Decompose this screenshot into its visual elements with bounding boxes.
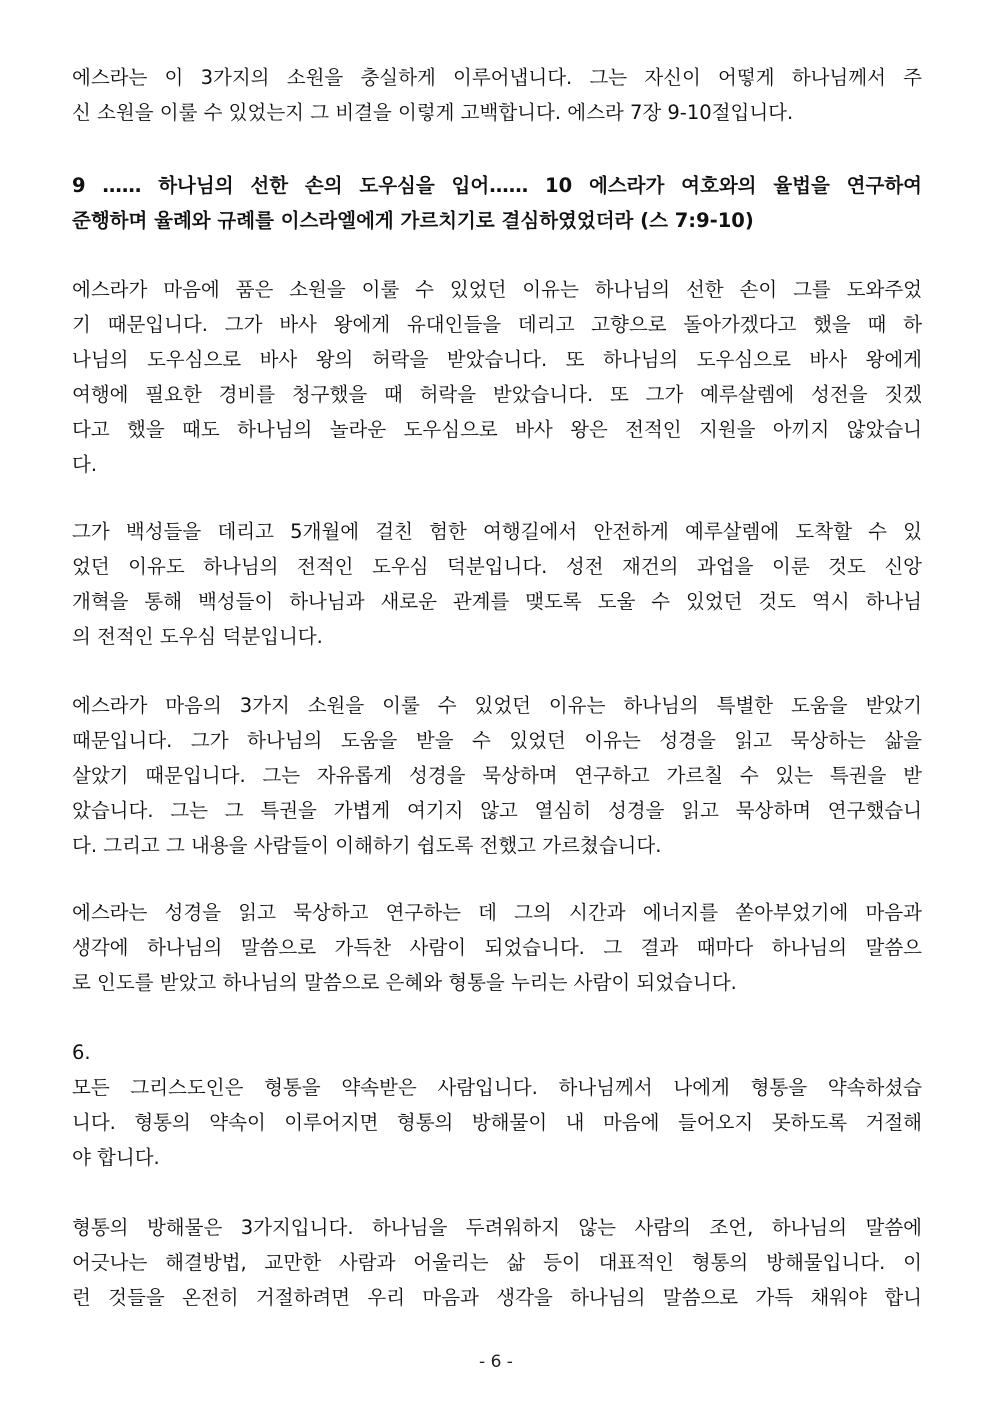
text-line: 생각에 하나님의 말씀으로 가득찬 사람이 되었습니다. 그 결과 때마다 하나님의 말씀으	[72, 936, 922, 959]
text-line: 로 인도를 받았고 하나님의 말씀으로 은혜와 형통을 누리는 사람이 되었습니다.	[72, 971, 737, 994]
text-line: 다고 했을 때도 하나님의 놀라운 도우심으로 바사 왕은 전적인 지원을 아끼지 않았습니	[72, 418, 922, 441]
section-number: 6.	[72, 1041, 91, 1064]
text-line: 기 때문입니다. 그가 바사 왕에게 유대인들을 데리고 고향으로 돌아가겠다고 했을 때 하	[72, 313, 922, 336]
text-line: 니다. 형통의 약속이 이루어지면 형통의 방해물이 내 마음에 들어오지 못하도록 거절해	[72, 1111, 922, 1134]
text-line: 에스라는 이 3가지의 소원을 충실하게 이루어냅니다. 그는 자신이 어떻게 하나님께서 주	[72, 66, 922, 89]
paragraph	[72, 895, 922, 1000]
text-line: 그가 백성들을 데리고 5개월에 걸친 험한 여행길에서 안전하게 예루살렘에 도착할 수 있	[72, 520, 922, 543]
page-number: - 6 -	[479, 1352, 513, 1372]
text-line: 어긋나는 해결방법, 교만한 사람과 어울리는 삶 등이 대표적인 형통의 방해물입니다. 이	[72, 1251, 922, 1274]
paragraph	[72, 1035, 922, 1175]
text-line: 살았기 때문입니다. 그는 자유롭게 성경을 묵상하며 연구하고 가르칠 수 있는 특권을 받	[72, 764, 922, 787]
text-line: 9 …… 하나님의 선한 손의 도우심을 입어…… 10 에스라가 여호와의 율법을 연구하여	[72, 174, 922, 197]
paragraph	[72, 1210, 922, 1315]
text-line: 에스라가 마음에 품은 소원을 이룰 수 있었던 이유는 하나님의 선한 손이 그를 도와주었	[72, 278, 922, 301]
text-line: 에스라는 성경을 읽고 묵상하고 연구하는 데 그의 시간과 에너지를 쏟아부었기에 마음과	[72, 901, 922, 924]
paragraph	[72, 272, 922, 482]
text-line: 신 소원을 이룰 수 있었는지 그 비결을 이렇게 고백합니다. 에스라 7장 9-10절입니다.	[72, 101, 794, 124]
text-line: 았습니다. 그는 그 특권을 가볍게 여기지 않고 열심히 성경을 읽고 묵상하며 연구했습니	[72, 799, 922, 822]
paragraph	[72, 514, 922, 654]
text-line: 개혁을 통해 백성들이 하나님과 새로운 관계를 맺도록 도울 수 있었던 것도 역시 하나님	[72, 590, 922, 613]
paragraph	[72, 688, 922, 863]
text-line: 때문입니다. 그가 하나님의 도움을 받을 수 있었던 이유는 성경을 읽고 묵상하는 삶을	[72, 729, 922, 752]
text-line: 에스라가 마음의 3가지 소원을 이룰 수 있었던 이유는 하나님의 특별한 도움을 받았기	[72, 694, 922, 717]
text-line: 다.	[72, 453, 98, 476]
text-line: 다. 그리고 그 내용을 사람들이 이해하기 쉽도록 전했고 가르쳤습니다.	[72, 834, 662, 857]
scripture-quote	[72, 168, 922, 238]
text-line: 야 합니다.	[72, 1146, 160, 1169]
text-line: 나님의 도우심으로 바사 왕의 허락을 받았습니다. 또 하나님의 도우심으로 바사 왕에게	[72, 348, 922, 371]
text-line: 런 것들을 온전히 거절하려면 우리 마음과 생각을 하나님의 말씀으로 가득 채워야 합니	[72, 1286, 922, 1309]
text-line: 준행하며 율례와 규례를 이스라엘에게 가르치기로 결심하였었더라 (스 7:9-10)	[72, 209, 754, 232]
text-line: 었던 이유도 하나님의 전적인 도우심 덕분입니다. 성전 재건의 과업을 이룬 것도 신앙	[72, 555, 922, 578]
text-line: 형통의 방해물은 3가지입니다. 하나님을 두려워하지 않는 사람의 조언, 하나님의 말씀에	[72, 1216, 922, 1239]
paragraph	[72, 60, 922, 130]
text-line: 여행에 필요한 경비를 청구했을 때 허락을 받았습니다. 또 그가 예루살렘에 성전을 짓겠	[72, 383, 922, 406]
text-line: 모든 그리스도인은 형통을 약속받은 사람입니다. 하나님께서 나에게 형통을 약속하셨습	[72, 1076, 922, 1099]
text-line: 의 전적인 도우심 덕분입니다.	[72, 625, 323, 648]
